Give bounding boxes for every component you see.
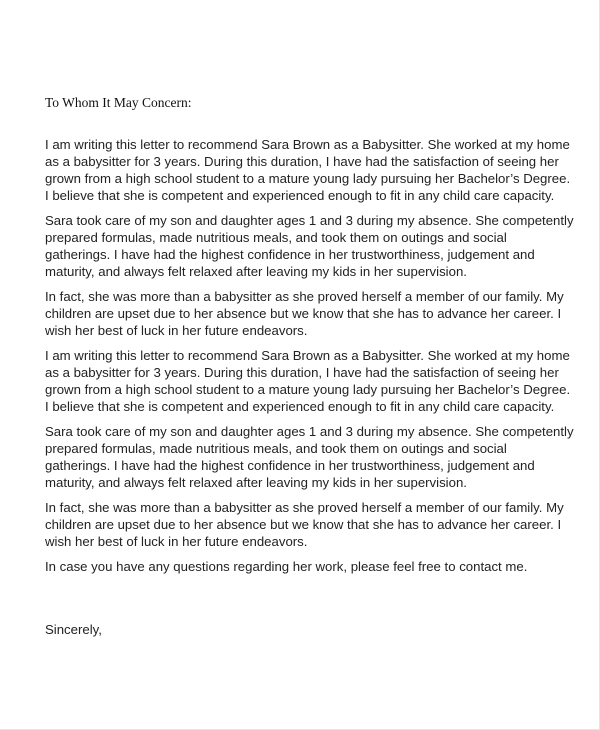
paragraph: [45, 558, 565, 575]
text-line: wish her best of luck in her future endeavors.: [45, 323, 308, 338]
text-line: as a babysitter for 3 years. During this duration, I have had the satisfaction of seeing her: [45, 154, 559, 169]
text-line: Sara took care of my son and daughter ages 1 and 3 during my absence. She competently: [45, 424, 574, 439]
text-line: gatherings. I have had the highest confidence in her trustworthiness, judgement and: [45, 458, 535, 473]
text-line: I believe that she is competent and experienced enough to fit in any child care capacity.: [45, 399, 555, 414]
text-line: prepared formulas, made nutritious meals, and took them on outings and social: [45, 441, 507, 456]
paragraph: [45, 288, 565, 339]
paragraph: [45, 499, 565, 550]
paragraph: [45, 136, 571, 204]
text-line: I am writing this letter to recommend Sara Brown as a Babysitter. She worked at my home: [45, 348, 570, 363]
text-line: maturity, and always felt relaxed after leaving my kids in her supervision.: [45, 475, 467, 490]
text-line: grown from a high school student to a mature young lady pursuing her Bachelor’s Degree.: [45, 382, 571, 397]
text-line: In case you have any questions regarding her work, please feel free to contact me.: [45, 559, 528, 574]
text-line: prepared formulas, made nutritious meals, and took them on outings and social: [45, 230, 507, 245]
text-line: In fact, she was more than a babysitter as she proved herself a member of our family. My: [45, 500, 564, 515]
text-line: maturity, and always felt relaxed after leaving my kids in her supervision.: [45, 264, 467, 279]
text-line: children are upset due to her absence but we know that she has to advance her career. I: [45, 306, 562, 321]
text-line: children are upset due to her absence but we know that she has to advance her career. I: [45, 517, 562, 532]
letter-body: [45, 136, 574, 583]
text-line: as a babysitter for 3 years. During this duration, I have had the satisfaction of seeing her: [45, 365, 559, 380]
text-line: grown from a high school student to a mature young lady pursuing her Bachelor’s Degree.: [45, 171, 571, 186]
paragraph: [45, 212, 574, 280]
text-line: Sara took care of my son and daughter ages 1 and 3 during my absence. She competently: [45, 213, 574, 228]
closing: Sincerely,: [45, 622, 102, 637]
text-line: I believe that she is competent and experienced enough to fit in any child care capacity.: [45, 188, 555, 203]
text-line: In fact, she was more than a babysitter as she proved herself a member of our family. My: [45, 289, 564, 304]
text-line: I am writing this letter to recommend Sara Brown as a Babysitter. She worked at my home: [45, 137, 570, 152]
text-line: gatherings. I have had the highest confidence in her trustworthiness, judgement and: [45, 247, 535, 262]
salutation: To Whom It May Concern:: [45, 95, 192, 110]
paragraph: [45, 347, 571, 415]
text-line: wish her best of luck in her future endeavors.: [45, 534, 308, 549]
paragraph: [45, 423, 574, 491]
